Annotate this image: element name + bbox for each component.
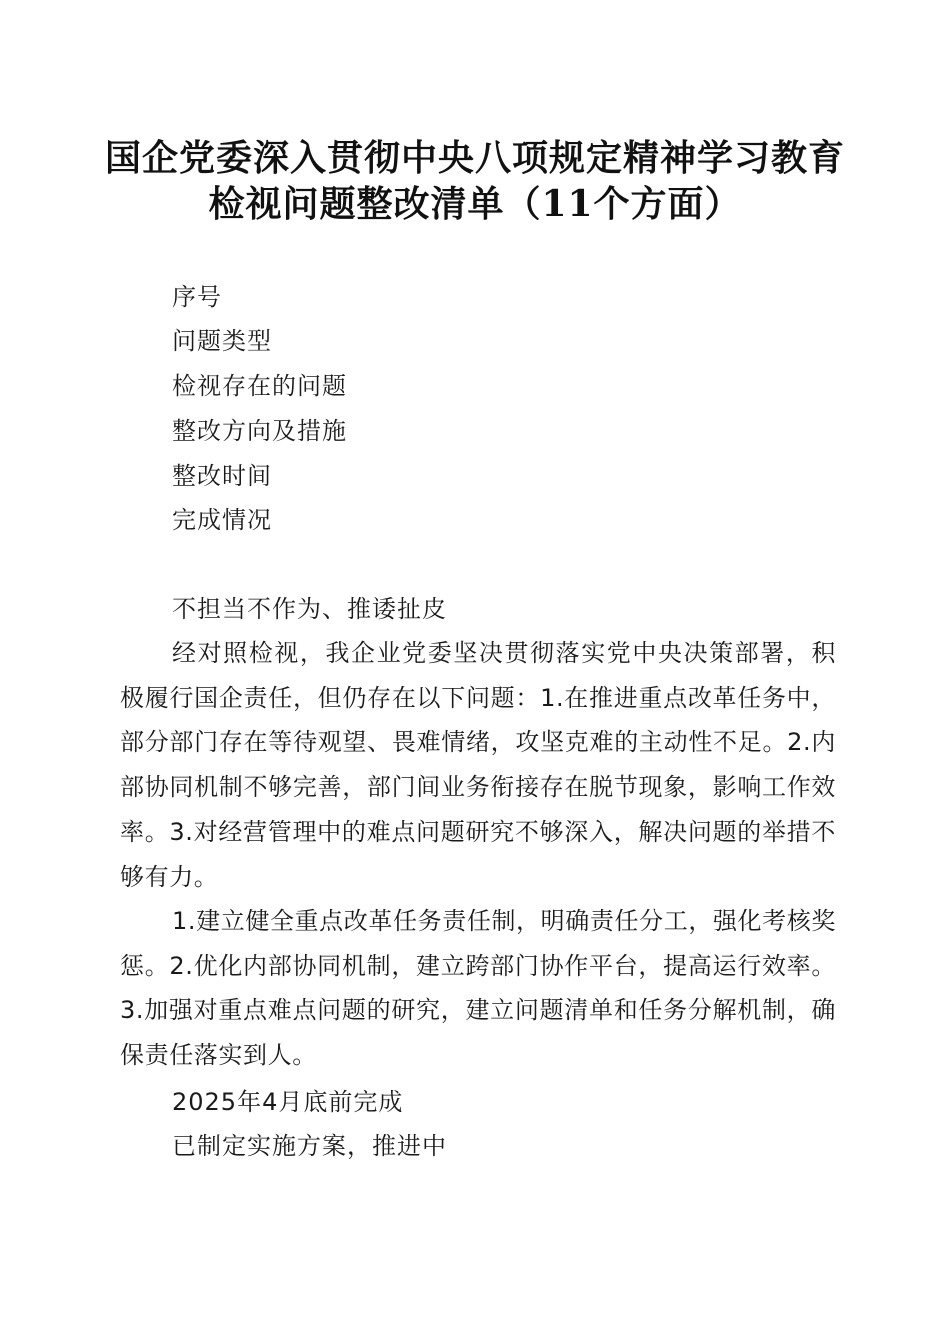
- header-problems-found: 检视存在的问题: [172, 372, 347, 400]
- header-measures: 整改方向及措施: [172, 417, 347, 445]
- item-deadline: 2025年4月底前完成: [172, 1088, 404, 1116]
- item-problems-found: 经对照检视，我企业党委坚决贯彻落实党中央决策部署，积极履行国企责任，但仍存在以下问题：1.在推进重点改革任务中，部分部门存在等待观望、畏难情绪，攻坚克难的主动性不足。2.内部协同机制不够完善，部门间业务衔接存在脱节现象，影响工作效率。3.对经营管理中的难点问题研究不够深入，解决问题的举措不够有力。: [120, 639, 836, 891]
- document-title-line-2: 检视问题整改清单（11个方面）: [208, 183, 742, 225]
- header-problem-type: 问题类型: [172, 327, 272, 355]
- header-deadline: 整改时间: [172, 462, 272, 490]
- header-status: 完成情况: [172, 506, 272, 534]
- header-seq: 序号: [172, 283, 222, 311]
- item-status: 已制定实施方案，推进中: [172, 1132, 447, 1160]
- item-problem-type: 不担当不作为、推诿扯皮: [172, 595, 447, 623]
- item-measures: 1.建立健全重点改革任务责任制，明确责任分工，强化考核奖惩。2.优化内部协同机制，建立跨部门协作平台，提高运行效率。3.加强对重点难点问题的研究，建立问题清单和任务分解机制，确保责任落实到人。: [120, 907, 836, 1070]
- document-title-line-1: 国企党委深入贯彻中央八项规定精神学习教育: [104, 137, 845, 179]
